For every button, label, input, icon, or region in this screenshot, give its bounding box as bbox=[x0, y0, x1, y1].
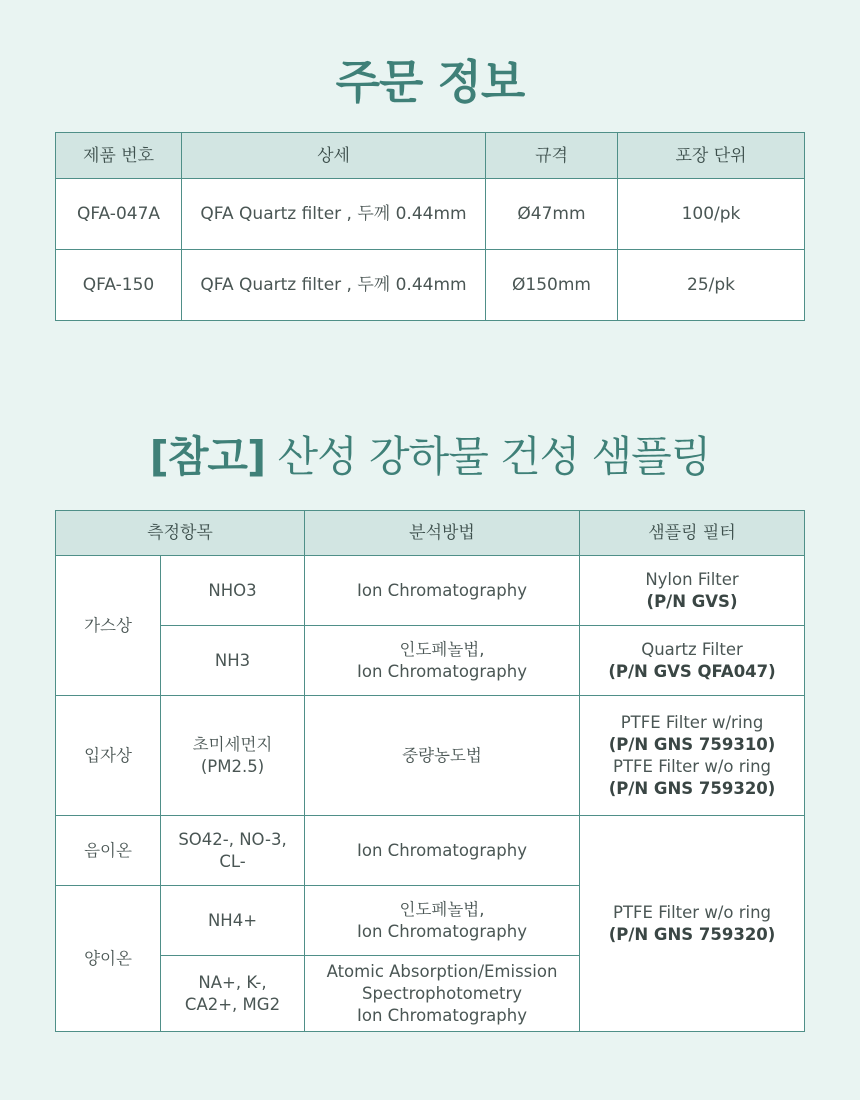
detail-cell: QFA Quartz filter , 두께 0.44mm bbox=[182, 179, 486, 250]
filter-part-number: (P/N GNS 759320) bbox=[608, 924, 776, 944]
method-cell: 중량농도법 bbox=[305, 696, 580, 816]
method-cell bbox=[305, 626, 580, 696]
item-line: (PM2.5) bbox=[200, 756, 265, 776]
method-line: Atomic Absorption/Emission bbox=[326, 961, 558, 981]
filter-cell bbox=[580, 626, 805, 696]
product-number-cell: QFA-047A bbox=[56, 179, 182, 250]
pack-unit-cell: 100/pk bbox=[618, 179, 805, 250]
method-line: 인도페놀법, bbox=[399, 899, 485, 919]
header-product-number: 제품 번호 bbox=[56, 133, 182, 179]
header-spec: 규격 bbox=[486, 133, 618, 179]
item-cell: NH4+ bbox=[161, 886, 305, 956]
item-line: 초미세먼지 bbox=[192, 734, 273, 754]
header-analysis-method: 분석방법 bbox=[305, 511, 580, 556]
table-row bbox=[56, 556, 805, 626]
table-header-row bbox=[56, 511, 805, 556]
filter-name: PTFE Filter w/o ring bbox=[613, 902, 772, 922]
order-info-table bbox=[55, 132, 805, 321]
item-line: NA+, K-, bbox=[198, 972, 267, 992]
reference-title-text: 산성 강하물 건성 샘플링 bbox=[265, 432, 711, 481]
filter-cell bbox=[580, 696, 805, 816]
table-row bbox=[56, 816, 805, 886]
product-number-cell: QFA-150 bbox=[56, 250, 182, 321]
group-cation-cell: 양이온 bbox=[56, 886, 161, 1032]
header-detail: 상세 bbox=[182, 133, 486, 179]
reference-title-bracket: [참고] bbox=[149, 432, 266, 481]
table-row bbox=[56, 179, 805, 250]
table-row bbox=[56, 696, 805, 816]
method-line: Ion Chromatography bbox=[357, 661, 527, 681]
filter-cell bbox=[580, 556, 805, 626]
reference-sampling-table bbox=[55, 510, 805, 1032]
spec-cell: Ø47mm bbox=[486, 179, 618, 250]
filter-cell bbox=[580, 816, 805, 1032]
header-measurement-item: 측정항목 bbox=[56, 511, 305, 556]
method-cell: Ion Chromatography bbox=[305, 816, 580, 886]
filter-name: PTFE Filter w/o ring bbox=[613, 756, 772, 776]
item-cell: NH3 bbox=[161, 626, 305, 696]
detail-cell: QFA Quartz filter , 두께 0.44mm bbox=[182, 250, 486, 321]
method-line: Spectrophotometry bbox=[362, 983, 523, 1003]
item-cell bbox=[161, 696, 305, 816]
item-line: CL- bbox=[219, 851, 246, 871]
filter-name: Quartz Filter bbox=[641, 639, 743, 659]
table-row bbox=[56, 250, 805, 321]
header-sampling-filter: 샘플링 필터 bbox=[580, 511, 805, 556]
pack-unit-cell: 25/pk bbox=[618, 250, 805, 321]
method-line: Ion Chromatography bbox=[357, 1005, 527, 1025]
filter-part-number: (P/N GNS 759320) bbox=[608, 778, 776, 798]
reference-title bbox=[0, 424, 860, 484]
method-line: Ion Chromatography bbox=[357, 921, 527, 941]
header-pack-unit: 포장 단위 bbox=[618, 133, 805, 179]
item-cell bbox=[161, 956, 305, 1032]
filter-part-number: (P/N GVS QFA047) bbox=[608, 661, 776, 681]
item-line: CA2+, MG2 bbox=[184, 994, 281, 1014]
filter-name: Nylon Filter bbox=[645, 569, 739, 589]
order-info-title: 주문 정보 bbox=[335, 55, 525, 109]
method-cell bbox=[305, 886, 580, 956]
group-gas-cell: 가스상 bbox=[56, 556, 161, 696]
method-line: 인도페놀법, bbox=[399, 639, 485, 659]
spec-cell: Ø150mm bbox=[486, 250, 618, 321]
group-anion-cell: 음이온 bbox=[56, 816, 161, 886]
method-cell bbox=[305, 956, 580, 1032]
filter-name: PTFE Filter w/ring bbox=[620, 712, 764, 732]
group-particle-cell: 입자상 bbox=[56, 696, 161, 816]
filter-part-number: (P/N GVS) bbox=[646, 591, 738, 611]
method-cell: Ion Chromatography bbox=[305, 556, 580, 626]
item-cell: NHO3 bbox=[161, 556, 305, 626]
item-line: SO42-, NO-3, bbox=[178, 829, 287, 849]
filter-part-number: (P/N GNS 759310) bbox=[608, 734, 776, 754]
table-row bbox=[56, 626, 805, 696]
item-cell bbox=[161, 816, 305, 886]
table-header-row bbox=[56, 133, 805, 179]
